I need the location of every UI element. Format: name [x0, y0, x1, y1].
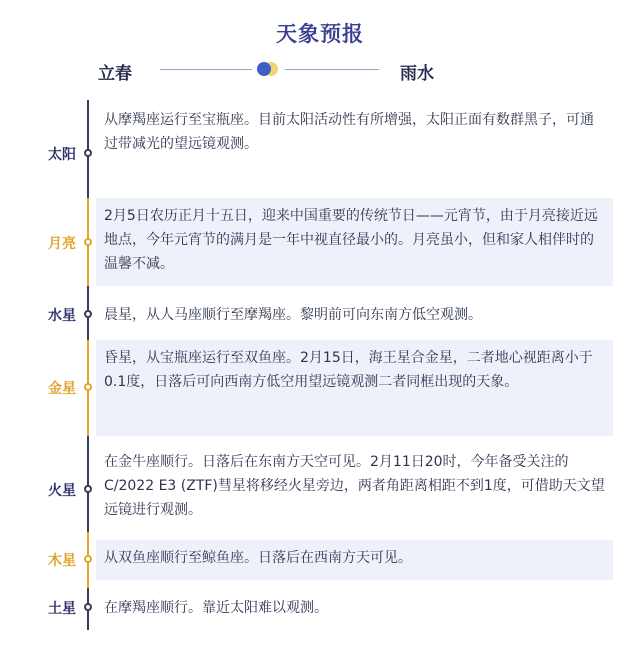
timeline-dot — [84, 603, 92, 611]
item-label: 火星 — [48, 483, 76, 499]
item-description: 2月5日农历正月十五日，迎来中国重要的传统节日——元宵节，由于月亮接近远地点，今年元宵节的满月是一年中视直径最小的。月亮虽小，但和家人相伴时的温馨不减。 — [96, 198, 613, 286]
item-description: 昏星，从宝瓶座运行至双鱼座。2月15日，海王星合金星，二者地心视距离小于0.1度，日落后可向西南方低空用望远镜观测二者同框出现的天象。 — [96, 340, 613, 436]
item-label: 水星 — [48, 308, 76, 324]
timeline-dot — [84, 310, 92, 318]
timeline-dot — [84, 485, 92, 493]
term-end: 雨水 — [400, 64, 434, 84]
divider-right — [285, 69, 379, 70]
timeline-dot — [84, 238, 92, 246]
item-description: 在金牛座顺行。日落后在东南方天空可见。2月11日20时，今年备受关注的C/2022 E3 (ZTF)彗星将移经火星旁边，两者角距离相距不到1度，可借助天文望远镜进行观测。 — [96, 444, 613, 532]
timeline-dot — [84, 555, 92, 563]
planet-moon-icon — [255, 60, 281, 78]
term-start: 立春 — [98, 64, 132, 84]
solar-terms-header — [0, 58, 640, 82]
timeline-dot — [84, 383, 92, 391]
item-label: 太阳 — [48, 147, 76, 163]
item-description: 在摩羯座顺行。靠近太阳难以观测。 — [96, 590, 613, 626]
timeline-dot — [84, 149, 92, 157]
item-description: 从双鱼座顺行至鲸鱼座。日落后在西南方天可见。 — [96, 540, 613, 580]
item-label: 月亮 — [48, 236, 76, 252]
page-title: 天象预报 — [276, 22, 364, 46]
item-label: 金星 — [48, 381, 76, 397]
item-label: 木星 — [48, 553, 76, 569]
item-description: 从摩羯座运行至宝瓶座。目前太阳活动性有所增强，太阳正面有数群黑子，可通过带减光的望远镜观测。 — [96, 102, 613, 164]
item-description: 晨星，从人马座顺行至摩羯座。黎明前可向东南方低空观测。 — [96, 297, 613, 333]
divider-left — [160, 69, 252, 70]
item-label: 土星 — [48, 601, 76, 617]
